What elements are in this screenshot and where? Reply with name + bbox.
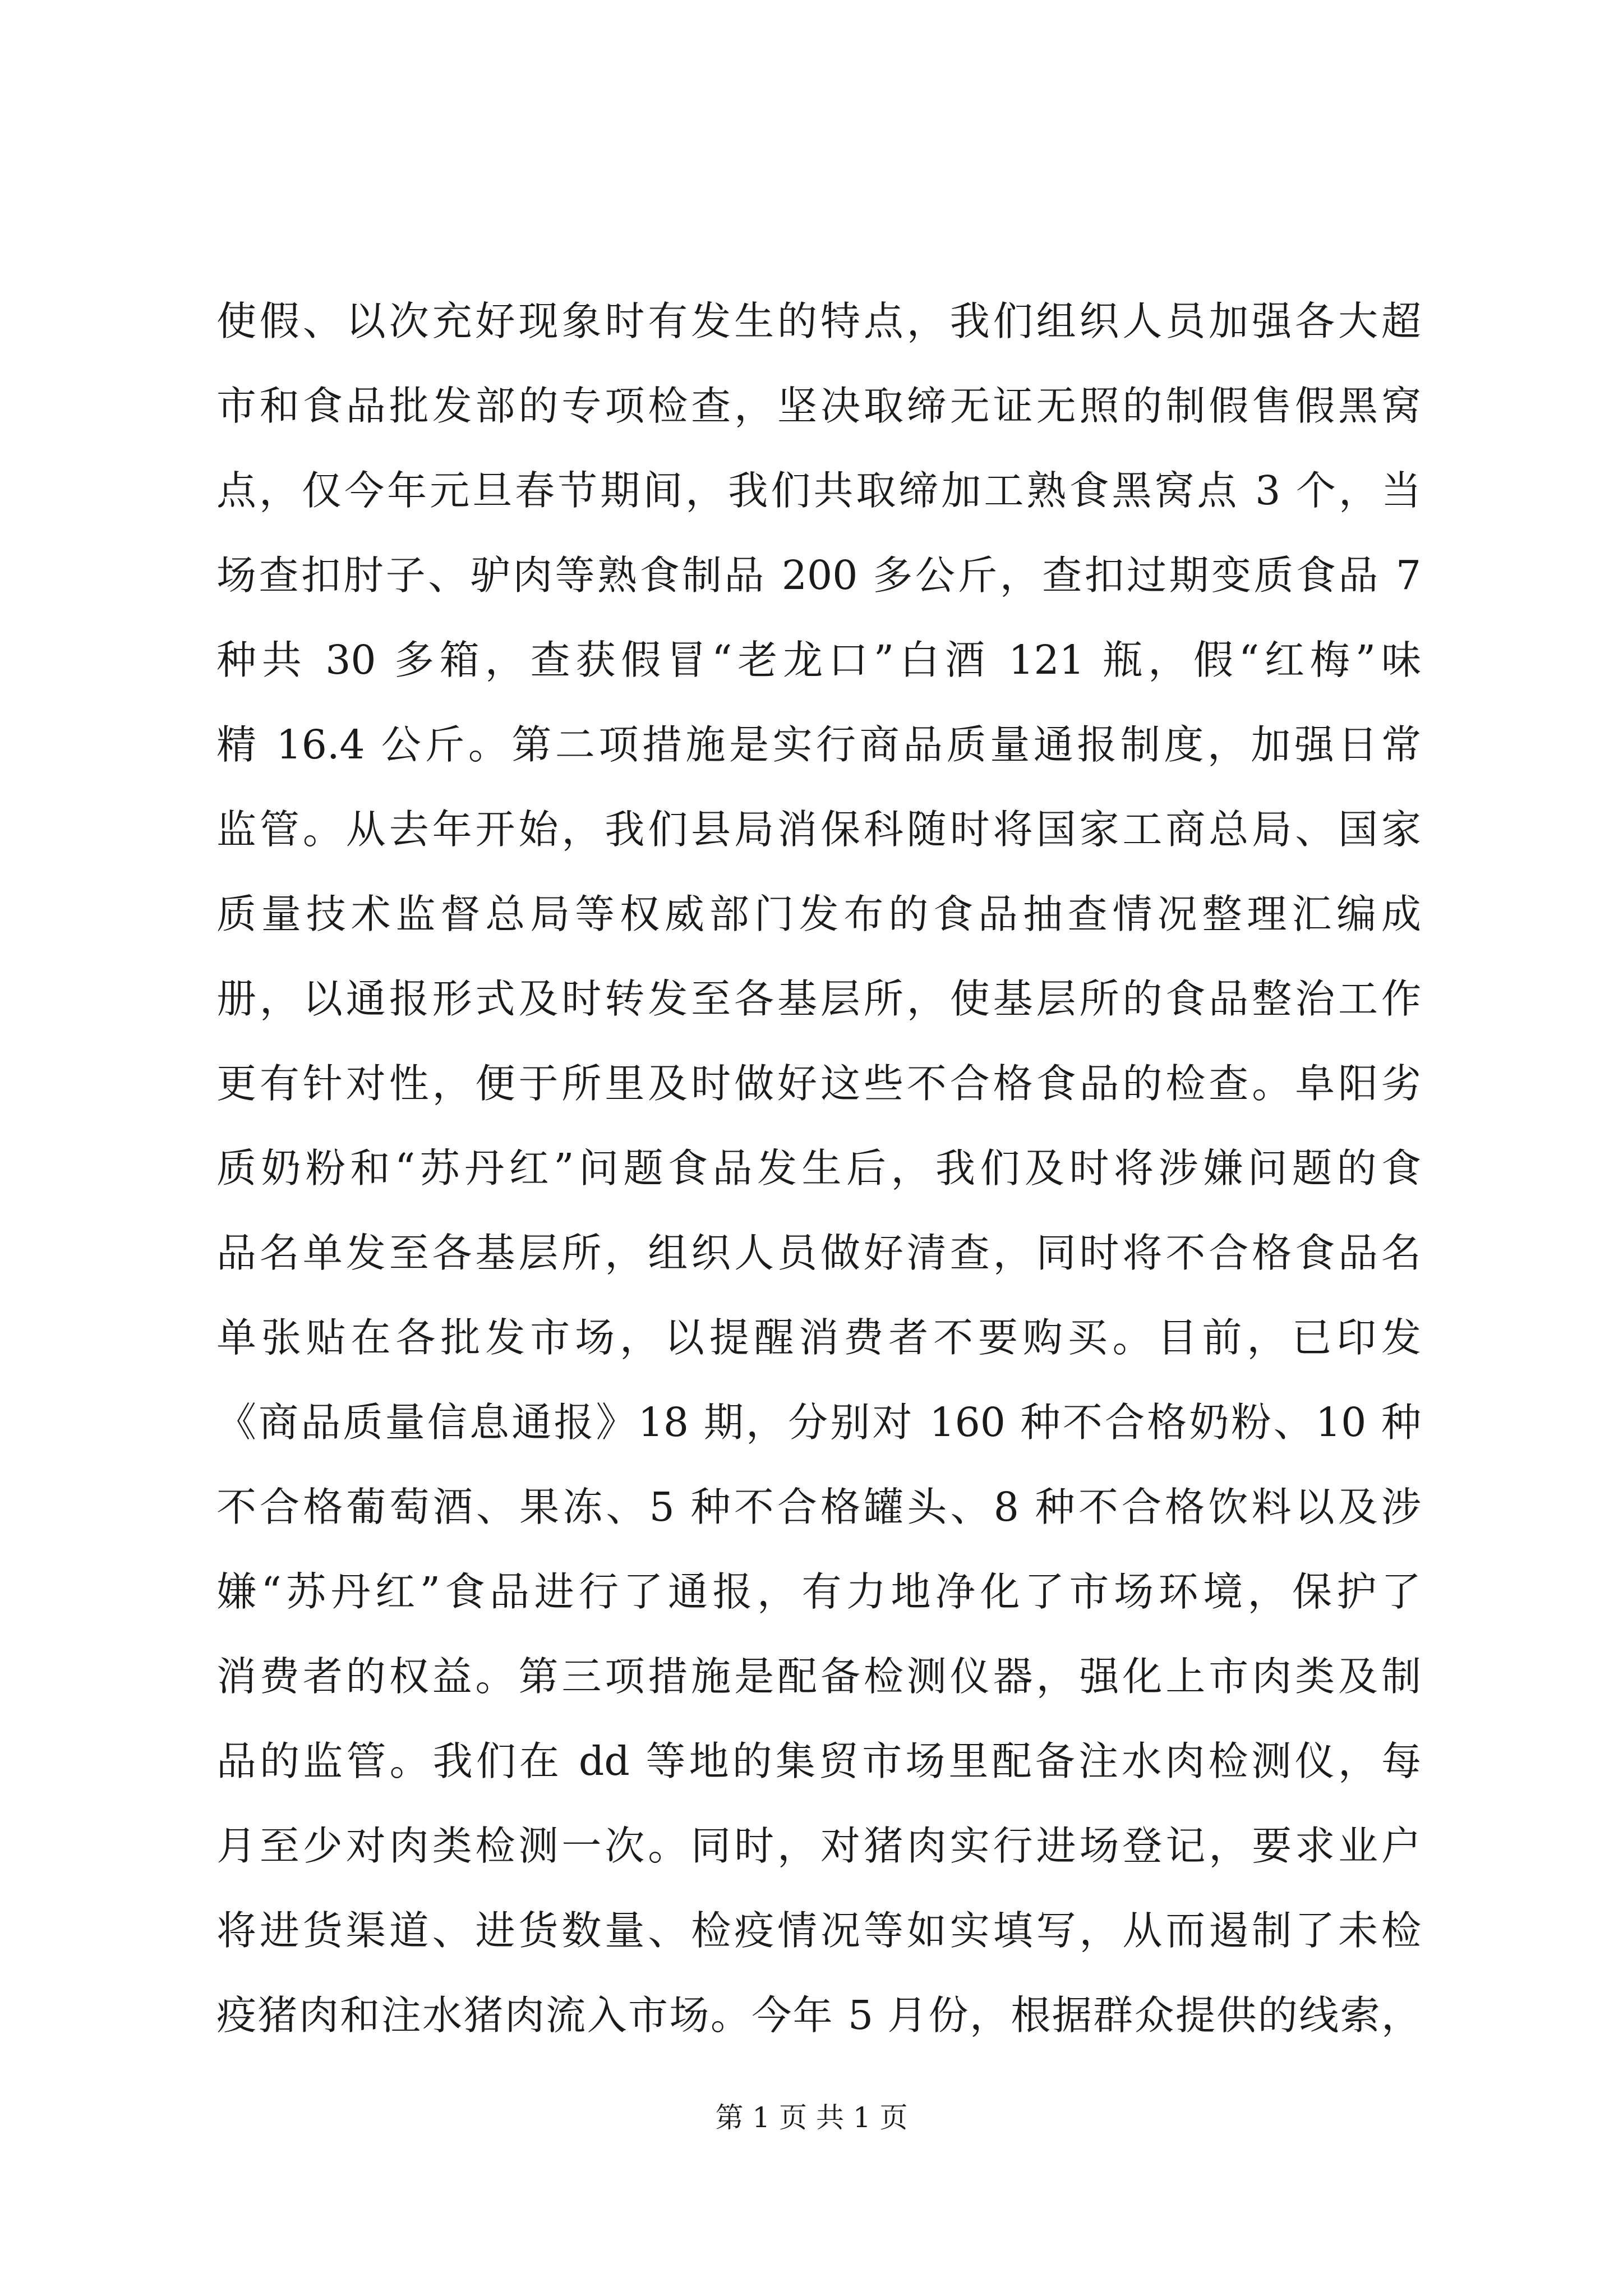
text-line: 册，以通报形式及时转发至各基层所，使基层所的食品整治工作 xyxy=(216,976,1421,1022)
text-line: 嫌“苏丹红”食品进行了通报，有力地净化了市场环境，保护了 xyxy=(216,1568,1421,1615)
text-line: 点，仅今年元旦春节期间，我们共取缔加工熟食黑窝点 3 个，当 xyxy=(216,467,1421,514)
text-line: 品名单发至各基层所，组织人员做好清查，同时将不合格食品名 xyxy=(216,1230,1421,1276)
text-line: 不合格葡萄酒、果冻、5 种不合格罐头、8 种不合格饮料以及涉 xyxy=(216,1484,1421,1530)
text-line: 精 16.4 公斤。第二项措施是实行商品质量通报制度，加强日常 xyxy=(216,721,1421,768)
text-line: 单张贴在各批发市场，以提醒消费者不要购买。目前，已印发 xyxy=(216,1314,1421,1361)
text-line: 使假、以次充好现象时有发生的特点，我们组织人员加强各大超 xyxy=(216,298,1421,344)
text-line: 种共 30 多箱，查获假冒“老龙口”白酒 121 瓶，假“红梅”味 xyxy=(216,637,1421,683)
text-line: 质量技术监督总局等权威部门发布的食品抽查情况整理汇编成 xyxy=(216,891,1421,937)
text-line: 质奶粉和“苏丹红”问题食品发生后，我们及时将涉嫌问题的食 xyxy=(216,1145,1421,1191)
page-footer: 第 1 页 共 1 页 xyxy=(715,2101,908,2134)
text-line: 品的监管。我们在 dd 等地的集贸市场里配备注水肉检测仪，每 xyxy=(216,1738,1421,1784)
text-line: 将进货渠道、进货数量、检疫情况等如实填写，从而遏制了未检 xyxy=(216,1907,1421,1954)
text-line: 监管。从去年开始，我们县局消保科随时将国家工商总局、国家 xyxy=(216,806,1421,853)
text-line: 更有针对性，便于所里及时做好这些不合格食品的检查。阜阳劣 xyxy=(216,1060,1421,1107)
text-line: 《商品质量信息通报》18 期，分别对 160 种不合格奶粉、10 种 xyxy=(216,1399,1421,1446)
text-line: 月至少对肉类检测一次。同时，对猪肉实行进场登记，要求业户 xyxy=(216,1823,1421,1869)
text-line: 消费者的权益。第三项措施是配备检测仪器，强化上市肉类及制 xyxy=(216,1653,1421,1700)
text-line: 场查扣肘子、驴肉等熟食制品 200 多公斤，查扣过期变质食品 7 xyxy=(216,552,1421,599)
text-line: 市和食品批发部的专项检查，坚决取缔无证无照的制假售假黑窝 xyxy=(216,383,1421,429)
text-line: 疫猪肉和注水猪肉流入市场。今年 5 月份，根据群众提供的线索， xyxy=(216,1992,1421,2039)
